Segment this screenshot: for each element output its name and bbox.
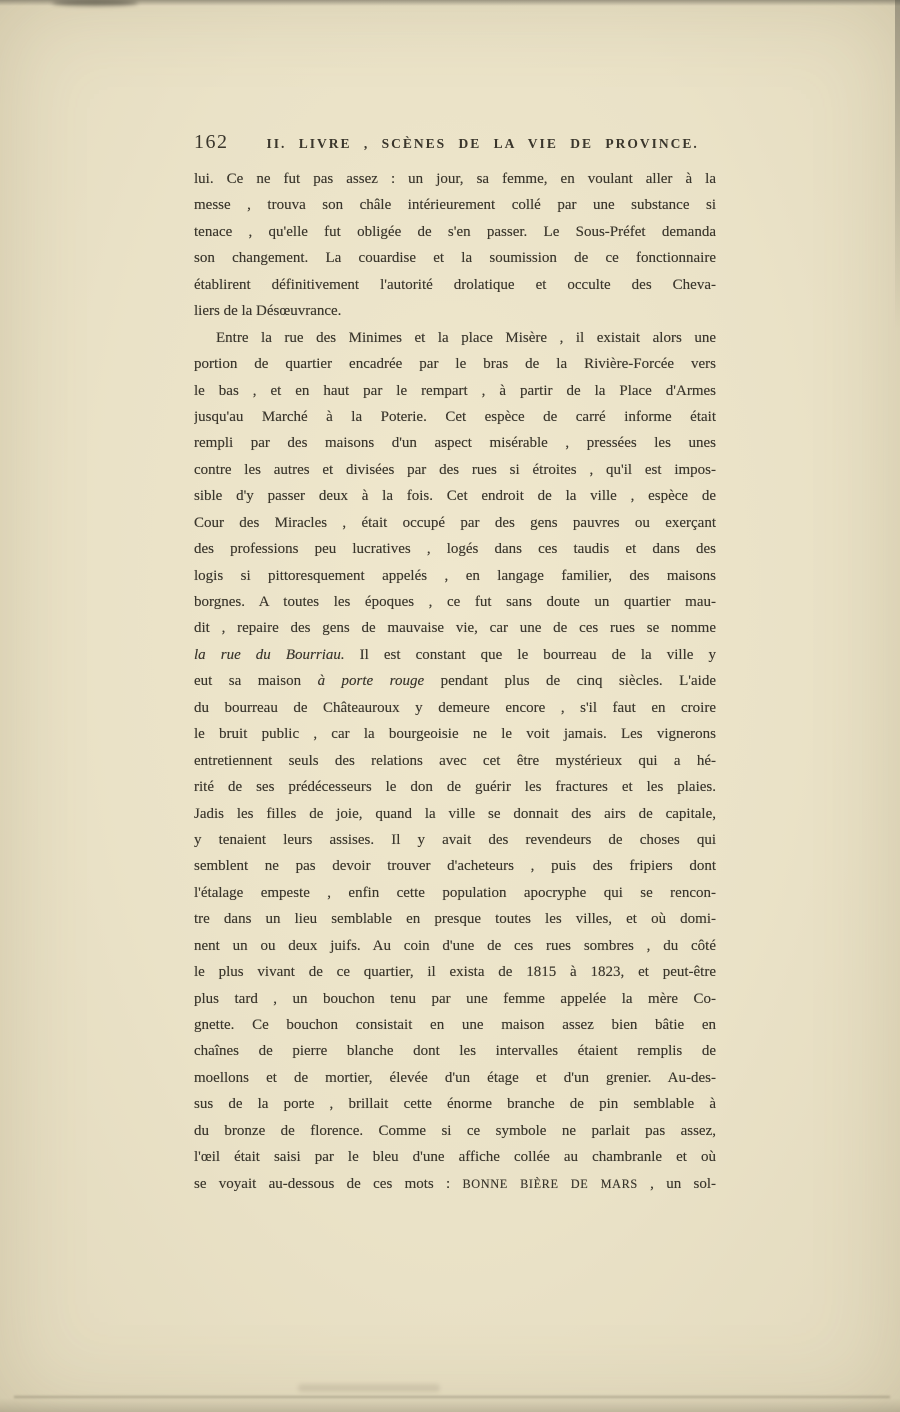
text-line — [194, 430, 716, 456]
text-segment: rempli par des maisons d'un aspect misérable , pressées les unes — [194, 435, 716, 452]
text-segment: le bruit public , car la bourgeoisie ne le voit jamais. Les vignerons — [194, 726, 716, 743]
page-number: 162 — [194, 131, 229, 153]
text-line — [194, 642, 716, 668]
text-segment: l'œil était saisi par le bleu d'une affiche collée au chambranle et où — [194, 1149, 716, 1166]
text-segment: du bourreau de Châteauroux y demeure encore , s'il faut en croire — [194, 699, 716, 716]
text-line — [194, 880, 716, 906]
text-line — [194, 272, 716, 298]
text-segment-smallcaps: BONNE BIÈRE DE MARS — [462, 1176, 638, 1191]
text-line — [194, 351, 716, 377]
text-line — [194, 668, 716, 694]
text-segment: Entre la rue des Minimes et la place Misère , il existait alors une — [216, 329, 716, 346]
text-segment: liers de la Désœuvrance. — [194, 303, 342, 320]
text-line — [194, 774, 716, 800]
text-segment: borgnes. A toutes les époques , ce fut sans doute un quartier mau- — [194, 594, 716, 610]
text-segment: nent un ou deux juifs. Au coin d'une de ces rues sombres , du côté — [194, 937, 716, 954]
scan-edge-right — [895, 0, 900, 330]
text-line — [194, 245, 716, 271]
text-line — [194, 959, 716, 985]
text-line — [194, 721, 716, 747]
text-segment: eut sa maison — [194, 673, 318, 690]
text-line — [194, 748, 716, 774]
text-line — [194, 457, 716, 483]
text-segment: plus tard , un bouchon tenu par une femme appelée la mère Co- — [194, 990, 716, 1007]
text-segment: des professions peu lucratives , logés dans ces taudis et dans des — [194, 541, 716, 558]
text-line — [194, 1065, 716, 1091]
text-segment: logis si pittoresquement appelés , en langage familier, des maisons — [194, 567, 716, 584]
text-segment: l'étalage empeste , enfin cette population apocryphe qui se rencon- — [194, 884, 716, 901]
text-line — [194, 1171, 716, 1197]
text-segment: lui. Ce ne fut pas assez : un jour, sa femme, en voulant aller à la — [194, 171, 716, 187]
text-segment: moellons et de mortier, élevée d'un étage et d'un grenier. Au-des- — [194, 1069, 716, 1086]
text-segment: sus de la porte , brillait cette énorme branche de pin semblable à — [194, 1096, 716, 1113]
text-segment: dit , repaire des gens de mauvaise vie, car une de ces rues se nomme — [194, 620, 716, 637]
text-segment: , un sol- — [637, 1175, 716, 1192]
page-header — [194, 131, 718, 154]
text-line — [194, 986, 716, 1012]
text-line — [194, 219, 716, 245]
text-line — [194, 166, 716, 192]
text-segment: du bronze de florence. Comme si ce symbole ne parlait pas assez, — [194, 1122, 716, 1139]
text-block — [194, 166, 716, 1197]
bleed-through-smudge — [298, 1384, 440, 1392]
text-line — [194, 192, 716, 218]
text-segment: sible d'y passer deux à la fois. Cet endroit de la ville , espèce de — [194, 488, 716, 505]
text-segment: Il est constant que le bourreau de la ville y — [344, 646, 716, 663]
text-segment-italic: à porte rouge — [317, 673, 425, 690]
text-line — [194, 906, 716, 932]
text-line — [194, 1038, 716, 1064]
text-segment: jusqu'au Marché à la Poterie. Cet espèce de carré informe était — [194, 408, 716, 425]
text-segment: son changement. La couardise et la soumission de ce fonctionnaire — [194, 250, 716, 267]
text-segment: entretiennent seuls des relations avec cet être mystérieux qui a hé- — [194, 752, 716, 769]
text-line — [194, 1144, 716, 1170]
text-line — [194, 510, 716, 536]
text-line — [194, 404, 716, 430]
text-line — [194, 483, 716, 509]
text-line — [194, 536, 716, 562]
text-segment: y tenaient leurs assises. Il y avait des revendeurs de choses qui — [194, 831, 716, 848]
text-segment: rité de ses prédécesseurs le don de guérir les fractures et les plaies. — [194, 779, 716, 796]
text-line — [194, 801, 716, 827]
text-segment: le plus vivant de ce quartier, il exista de 1815 à 1823, et peut-être — [194, 964, 716, 981]
running-title: II. LIVRE , SCÈNES DE LA VIE DE PROVINCE. — [266, 136, 699, 151]
text-line — [194, 933, 716, 959]
text-line — [194, 298, 716, 324]
text-line — [194, 615, 716, 641]
text-line — [194, 589, 716, 615]
text-line — [194, 325, 716, 351]
text-line — [194, 853, 716, 879]
text-segment: pendant plus de cinq siècles. L'aide — [424, 673, 716, 690]
text-segment: se voyait au-dessous de ces mots : — [194, 1175, 463, 1192]
text-segment: portion de quartier encadrée par le bras de la Rivière-Forcée vers — [194, 356, 716, 373]
text-segment: Jadis les filles de joie, quand la ville se donnait des airs de capitale, — [194, 805, 716, 822]
text-segment: tre dans un lieu semblable en presque toutes les villes, et où domi- — [194, 911, 716, 928]
text-line — [194, 563, 716, 589]
text-segment-italic: la rue du Bourriau. — [194, 646, 345, 663]
text-line — [194, 1118, 716, 1144]
scan-corner-blotch — [52, 0, 138, 6]
text-segment: tenace , qu'elle fut obligée de s'en passer. Le Sous-Préfet demanda — [194, 223, 716, 240]
text-line — [194, 1091, 716, 1117]
text-segment: Cour des Miracles , était occupé par des gens pauvres ou exerçant — [194, 514, 716, 531]
text-segment: messe , trouva son châle intérieurement collé par une substance si — [194, 197, 716, 214]
text-segment: semblent ne pas devoir trouver d'acheteurs , puis des fripiers dont — [194, 858, 716, 875]
text-line — [194, 1012, 716, 1038]
scan-edge-bottom — [0, 1398, 900, 1412]
text-segment: établirent définitivement l'autorité drolatique et occulte des Cheva- — [194, 276, 716, 293]
text-line — [194, 695, 716, 721]
text-line — [194, 827, 716, 853]
text-segment: chaînes de pierre blanche dont les intervalles étaient remplis de — [194, 1043, 716, 1060]
text-segment: gnette. Ce bouchon consistait en une maison assez bien bâtie en — [194, 1017, 716, 1033]
text-segment: contre les autres et divisées par des rues si étroites , qu'il est impos- — [194, 461, 716, 478]
text-segment: le bas , et en haut par le rempart , à partir de la Place d'Armes — [194, 382, 716, 399]
text-line — [194, 378, 716, 404]
